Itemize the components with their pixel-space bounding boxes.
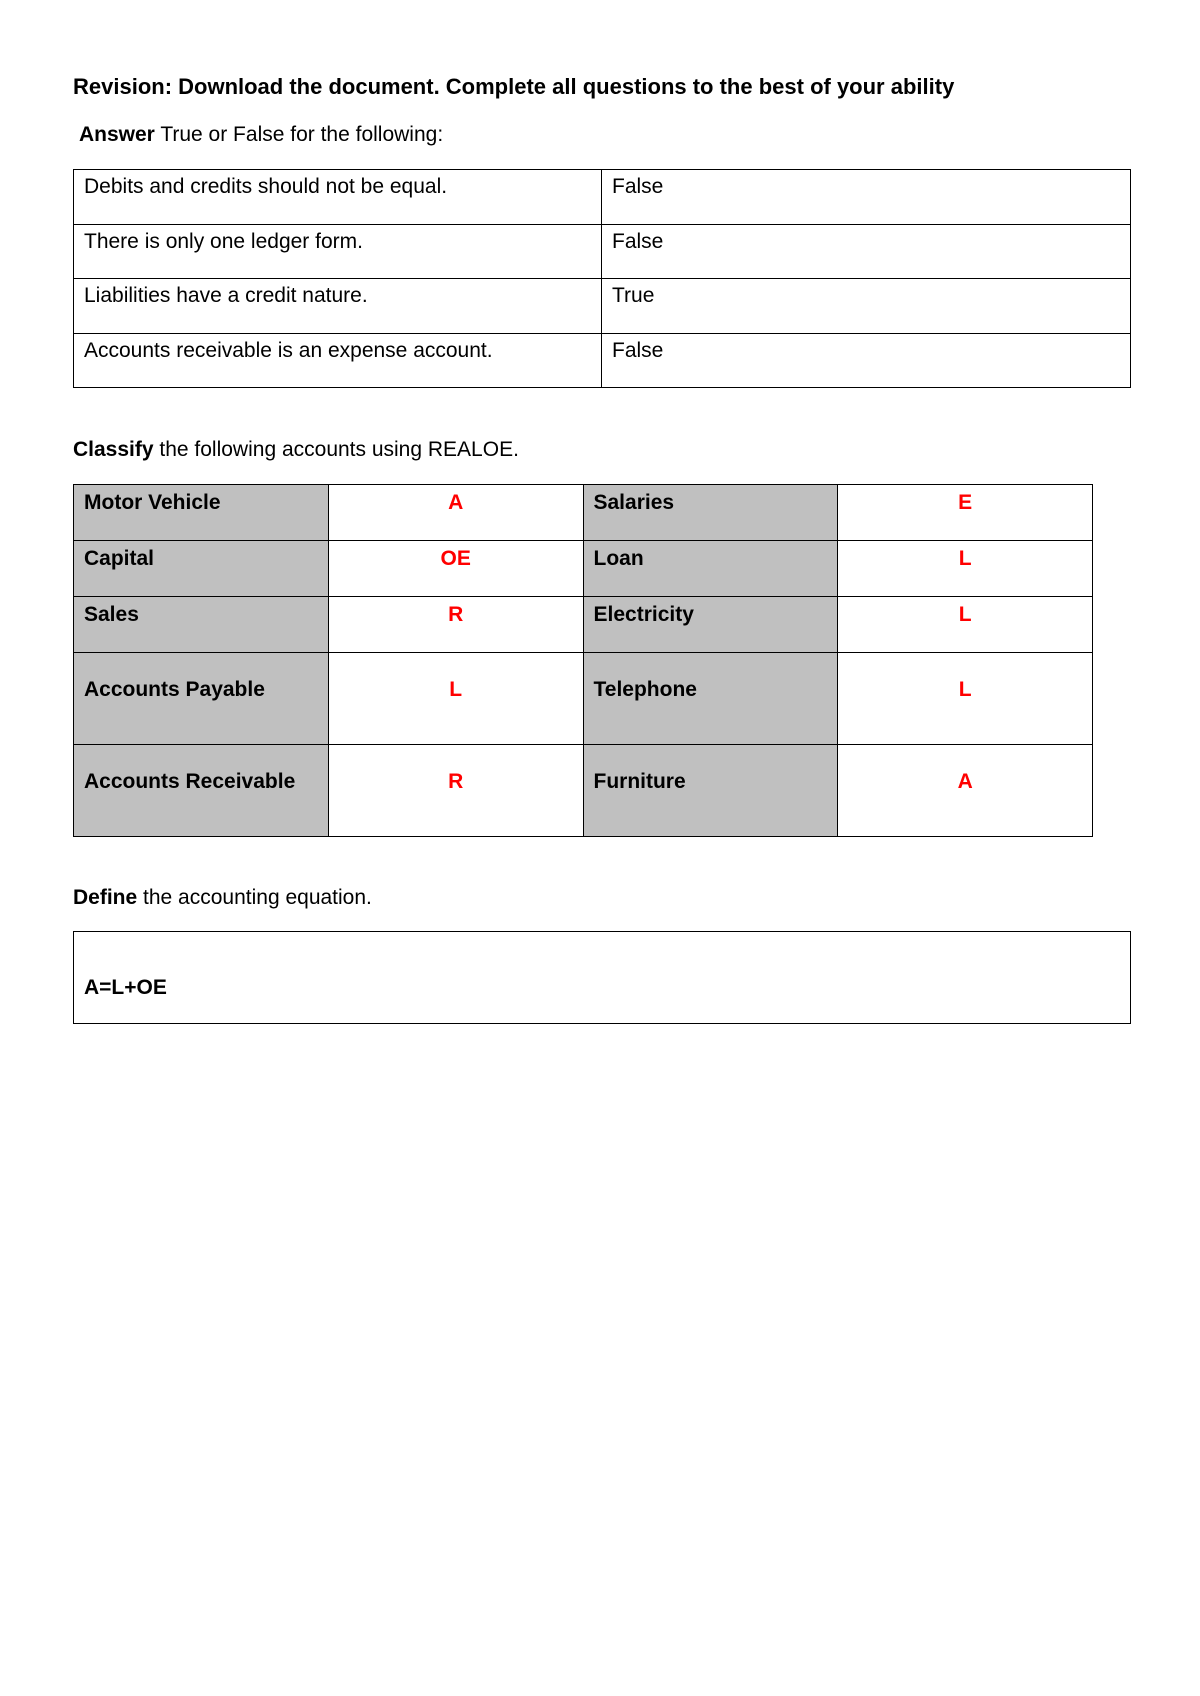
account-name-cell: Salaries bbox=[583, 485, 838, 541]
instruction-keyword: Answer bbox=[79, 123, 155, 146]
table-row bbox=[74, 333, 1131, 388]
account-name-cell: Electricity bbox=[583, 597, 838, 653]
answer-cell: False bbox=[602, 333, 1131, 388]
page-heading: Revision: Download the document. Complete all questions to the best of your ability bbox=[73, 74, 955, 99]
account-name-cell: Telephone bbox=[583, 653, 838, 745]
classification-cell: L bbox=[838, 541, 1093, 597]
define-instruction bbox=[73, 886, 372, 910]
statement-cell: There is only one ledger form. bbox=[74, 224, 602, 279]
account-name-cell: Accounts Payable bbox=[74, 653, 329, 745]
table-row bbox=[74, 745, 1093, 837]
classification-cell: A bbox=[838, 745, 1093, 837]
account-name-cell: Motor Vehicle bbox=[74, 485, 329, 541]
table-row bbox=[74, 597, 1093, 653]
table-row bbox=[74, 224, 1131, 279]
classification-cell: L bbox=[328, 653, 583, 745]
true-false-instruction bbox=[79, 123, 443, 147]
answer-cell: False bbox=[602, 224, 1131, 279]
true-false-table bbox=[73, 169, 1131, 388]
classification-cell: L bbox=[838, 653, 1093, 745]
classification-cell: R bbox=[328, 745, 583, 837]
answer-cell: False bbox=[602, 170, 1131, 225]
classification-cell: OE bbox=[328, 541, 583, 597]
equation-answer-box bbox=[73, 931, 1131, 1024]
instruction-text: the following accounts using REALOE. bbox=[153, 438, 519, 461]
instruction-text: True or False for the following: bbox=[154, 123, 444, 146]
classification-cell: R bbox=[328, 597, 583, 653]
account-name-cell: Accounts Receivable bbox=[74, 745, 329, 837]
classification-cell: L bbox=[838, 597, 1093, 653]
equation-answer: A=L+OE bbox=[84, 976, 167, 999]
classification-cell: A bbox=[328, 485, 583, 541]
statement-cell: Accounts receivable is an expense account. bbox=[74, 333, 602, 388]
answer-cell: True bbox=[602, 279, 1131, 334]
table-row bbox=[74, 653, 1093, 745]
instruction-text: the accounting equation. bbox=[137, 886, 372, 909]
classify-instruction bbox=[73, 438, 519, 462]
table-row bbox=[74, 170, 1131, 225]
table-row bbox=[74, 541, 1093, 597]
table-row bbox=[74, 279, 1131, 334]
table-row bbox=[74, 485, 1093, 541]
classification-cell: E bbox=[838, 485, 1093, 541]
statement-cell: Liabilities have a credit nature. bbox=[74, 279, 602, 334]
realoe-classification-table bbox=[73, 484, 1093, 837]
account-name-cell: Capital bbox=[74, 541, 329, 597]
instruction-keyword: Classify bbox=[73, 438, 154, 461]
account-name-cell: Loan bbox=[583, 541, 838, 597]
account-name-cell: Sales bbox=[74, 597, 329, 653]
account-name-cell: Furniture bbox=[583, 745, 838, 837]
instruction-keyword: Define bbox=[73, 886, 138, 909]
statement-cell: Debits and credits should not be equal. bbox=[74, 170, 602, 225]
